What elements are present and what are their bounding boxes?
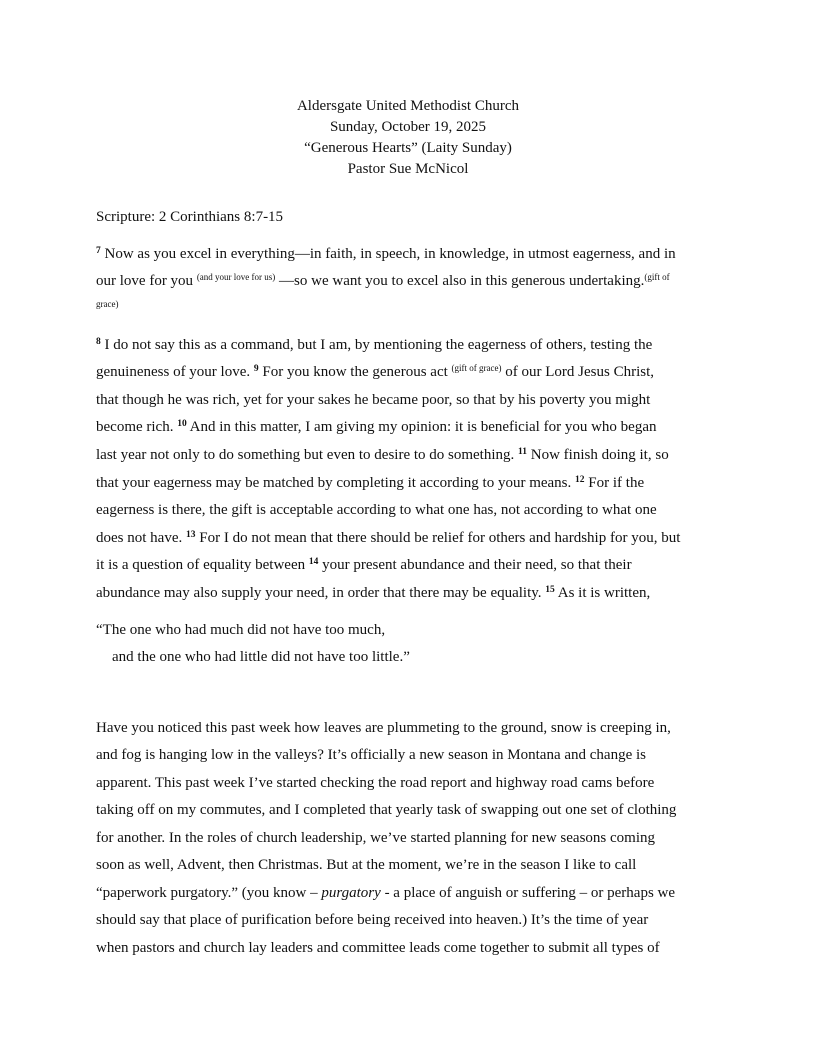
verse-text: become rich. [96, 419, 178, 435]
sermon-line: and fog is hanging low in the valleys? It’s officially a new season in Montana and change is [96, 747, 647, 763]
verse-text: that your eagerness may be matched by completing it according to your means. [96, 475, 576, 491]
scripture-line: that though he was rich, yet for your sakes he became poor, so that by his poverty you might [96, 392, 651, 408]
sermon-title: “Generous Hearts” (Laity Sunday) [304, 140, 512, 156]
sermon-line: when pastors and church lay leaders and committee leads come together to submit all types of [96, 940, 660, 956]
verse-text: For I do not mean that there should be relief for others and hardship for you, but [199, 530, 681, 546]
scripture-line [96, 335, 652, 355]
verse-number: 15 [545, 585, 555, 595]
verse-text: I do not say this as a command, but I am, by mentioning the eagerness of others, testing the [104, 337, 653, 353]
sermon-line: Have you noticed this past week how leaves are plummeting to the ground, snow is creeping in, [96, 720, 671, 736]
verse-text: And in this matter, I am giving my opinion: it is beneficial for you who began [189, 419, 657, 435]
verse-text: genuineness of your love. [96, 364, 254, 380]
verse-text: it is a question of equality between [96, 557, 309, 573]
verse-text: your present abundance and their need, so that their [322, 557, 632, 573]
translation-note: (gift of grace) [451, 363, 502, 373]
verse-text: our love for you [96, 273, 197, 289]
verse-text: As it is written, [557, 585, 651, 601]
verse-text: Now as you excel in everything—in faith, in speech, in knowledge, in utmost eagerness, and in [104, 246, 676, 262]
sermon-line: should say that place of purification before being received into heaven.) It’s the time of year [96, 912, 649, 928]
scripture-line [96, 528, 680, 548]
verse-text: last year not only to do something but even to desire to do something. [96, 447, 519, 463]
translation-note: (gift of [644, 272, 670, 282]
scripture-line [96, 583, 650, 603]
scripture-line [96, 445, 669, 465]
verse-number: 14 [308, 557, 319, 567]
scripture-line [96, 555, 632, 575]
sermon-line [96, 883, 675, 903]
scripture-line [96, 473, 644, 493]
verse-7-line-1 [96, 244, 676, 264]
verse-number: 13 [185, 530, 196, 540]
verse-text: Now finish doing it, so [530, 447, 669, 463]
translation-note: (and your love for us) [196, 272, 276, 282]
sermon-text: “paperwork purgatory.” (you know – [96, 885, 322, 901]
verse-text: —so we want you to excel also in this generous undertaking. [275, 273, 645, 289]
verse-number: 9 [253, 364, 259, 374]
emphasized-word: purgatory [321, 885, 381, 901]
verse-text: For if the [588, 475, 645, 491]
verse-text: abundance may also supply your need, in order that there may be equality. [96, 585, 546, 601]
quote-line-2: and the one who had little did not have too little.” [112, 649, 410, 665]
sermon-line: for another. In the roles of church leadership, we’ve started planning for new seasons coming [96, 830, 655, 846]
sermon-line: soon as well, Advent, then Christmas. But at the moment, we’re in the season I like to call [96, 857, 637, 873]
church-name: Aldersgate United Methodist Church [296, 98, 520, 114]
sermon-line: apparent. This past week I’ve started checking the road report and highway road cams before [96, 775, 655, 791]
verse-text: of our Lord Jesus Christ, [501, 364, 655, 380]
translation-note-continued: grace) [96, 299, 119, 309]
verse-text: does not have. [96, 530, 186, 546]
verse-7-line-2 [96, 271, 670, 291]
scripture-line: eagerness is there, the gift is acceptable according to what one has, not according to what one [96, 502, 657, 518]
pastor-name: Pastor Sue McNicol [347, 161, 469, 177]
scripture-reference: Scripture: 2 Corinthians 8:7-15 [96, 209, 284, 225]
sermon-line: taking off on my commutes, and I completed that yearly task of swapping out one set of clothing [96, 802, 677, 818]
verse-number: 11 [518, 447, 528, 457]
quote-line-1: “The one who had much did not have too much, [96, 622, 386, 638]
verse-number: 10 [177, 419, 187, 429]
scripture-line [96, 362, 654, 382]
verse-number: 7 [96, 246, 101, 256]
verse-number: 12 [575, 475, 585, 485]
service-date: Sunday, October 19, 2025 [329, 119, 487, 135]
verse-text: For you know the generous act [262, 364, 452, 380]
sermon-text: - a place of anguish or suffering – or perhaps we [380, 885, 676, 901]
scripture-line [96, 417, 656, 437]
verse-number: 8 [96, 337, 101, 347]
